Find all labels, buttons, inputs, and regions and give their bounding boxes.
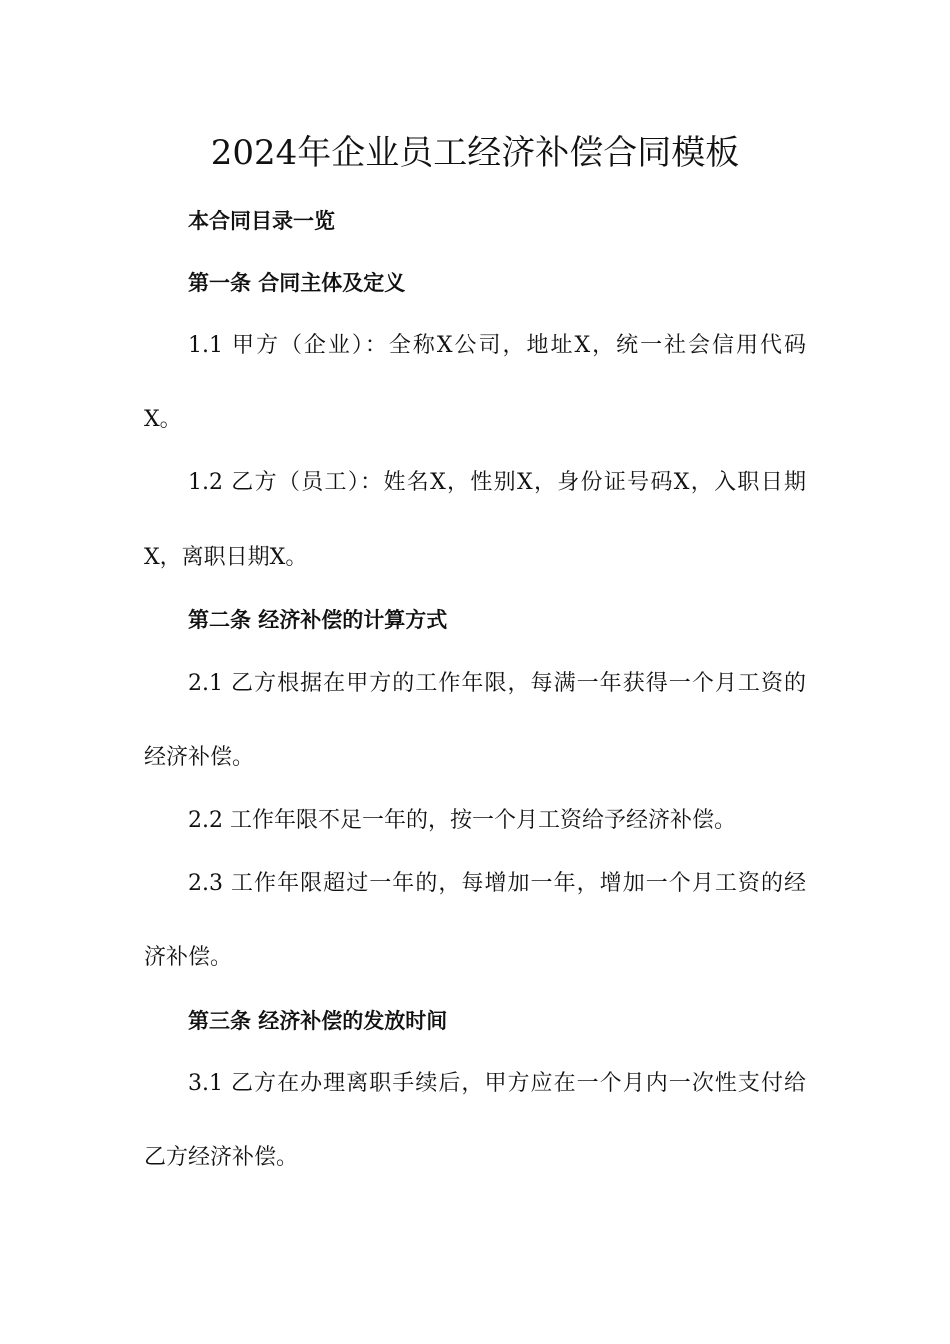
clause-3-1-line1: 3.1 乙方在办理离职手续后，甲方应在一个月内一次性支付给	[188, 1071, 806, 1096]
clause-1-1-line1: 1.1 甲方（企业）：全称X公司，地址X，统一社会信用代码	[188, 333, 806, 358]
clause-3-1-line2: 乙方经济补偿。	[144, 1145, 299, 1170]
clause-1-1-line2: X。	[144, 407, 182, 432]
clause-1-2-line1: 1.2 乙方（员工）：姓名X，性别X，身份证号码X，入职日期	[188, 470, 806, 495]
article-1-heading: 第一条 合同主体及定义	[188, 271, 406, 295]
clause-2-3-line2: 济补偿。	[144, 945, 233, 970]
clause-2-1-line1: 2.1 乙方根据在甲方的工作年限，每满一年获得一个月工资的	[188, 671, 806, 696]
clause-2-2-line1: 2.2 工作年限不足一年的，按一个月工资给予经济补偿。	[188, 808, 736, 833]
toc-heading: 本合同目录一览	[188, 209, 335, 233]
clause-2-3-line1: 2.3 工作年限超过一年的，每增加一年，增加一个月工资的经	[188, 871, 806, 896]
clause-2-1-line2: 经济补偿。	[144, 745, 255, 770]
document-title: 2024年企业员工经济补偿合同模板	[210, 133, 740, 173]
article-3-heading: 第三条 经济补偿的发放时间	[188, 1009, 448, 1033]
article-2-heading: 第二条 经济补偿的计算方式	[188, 608, 448, 632]
clause-1-2-line2: X，离职日期X。	[144, 545, 308, 570]
